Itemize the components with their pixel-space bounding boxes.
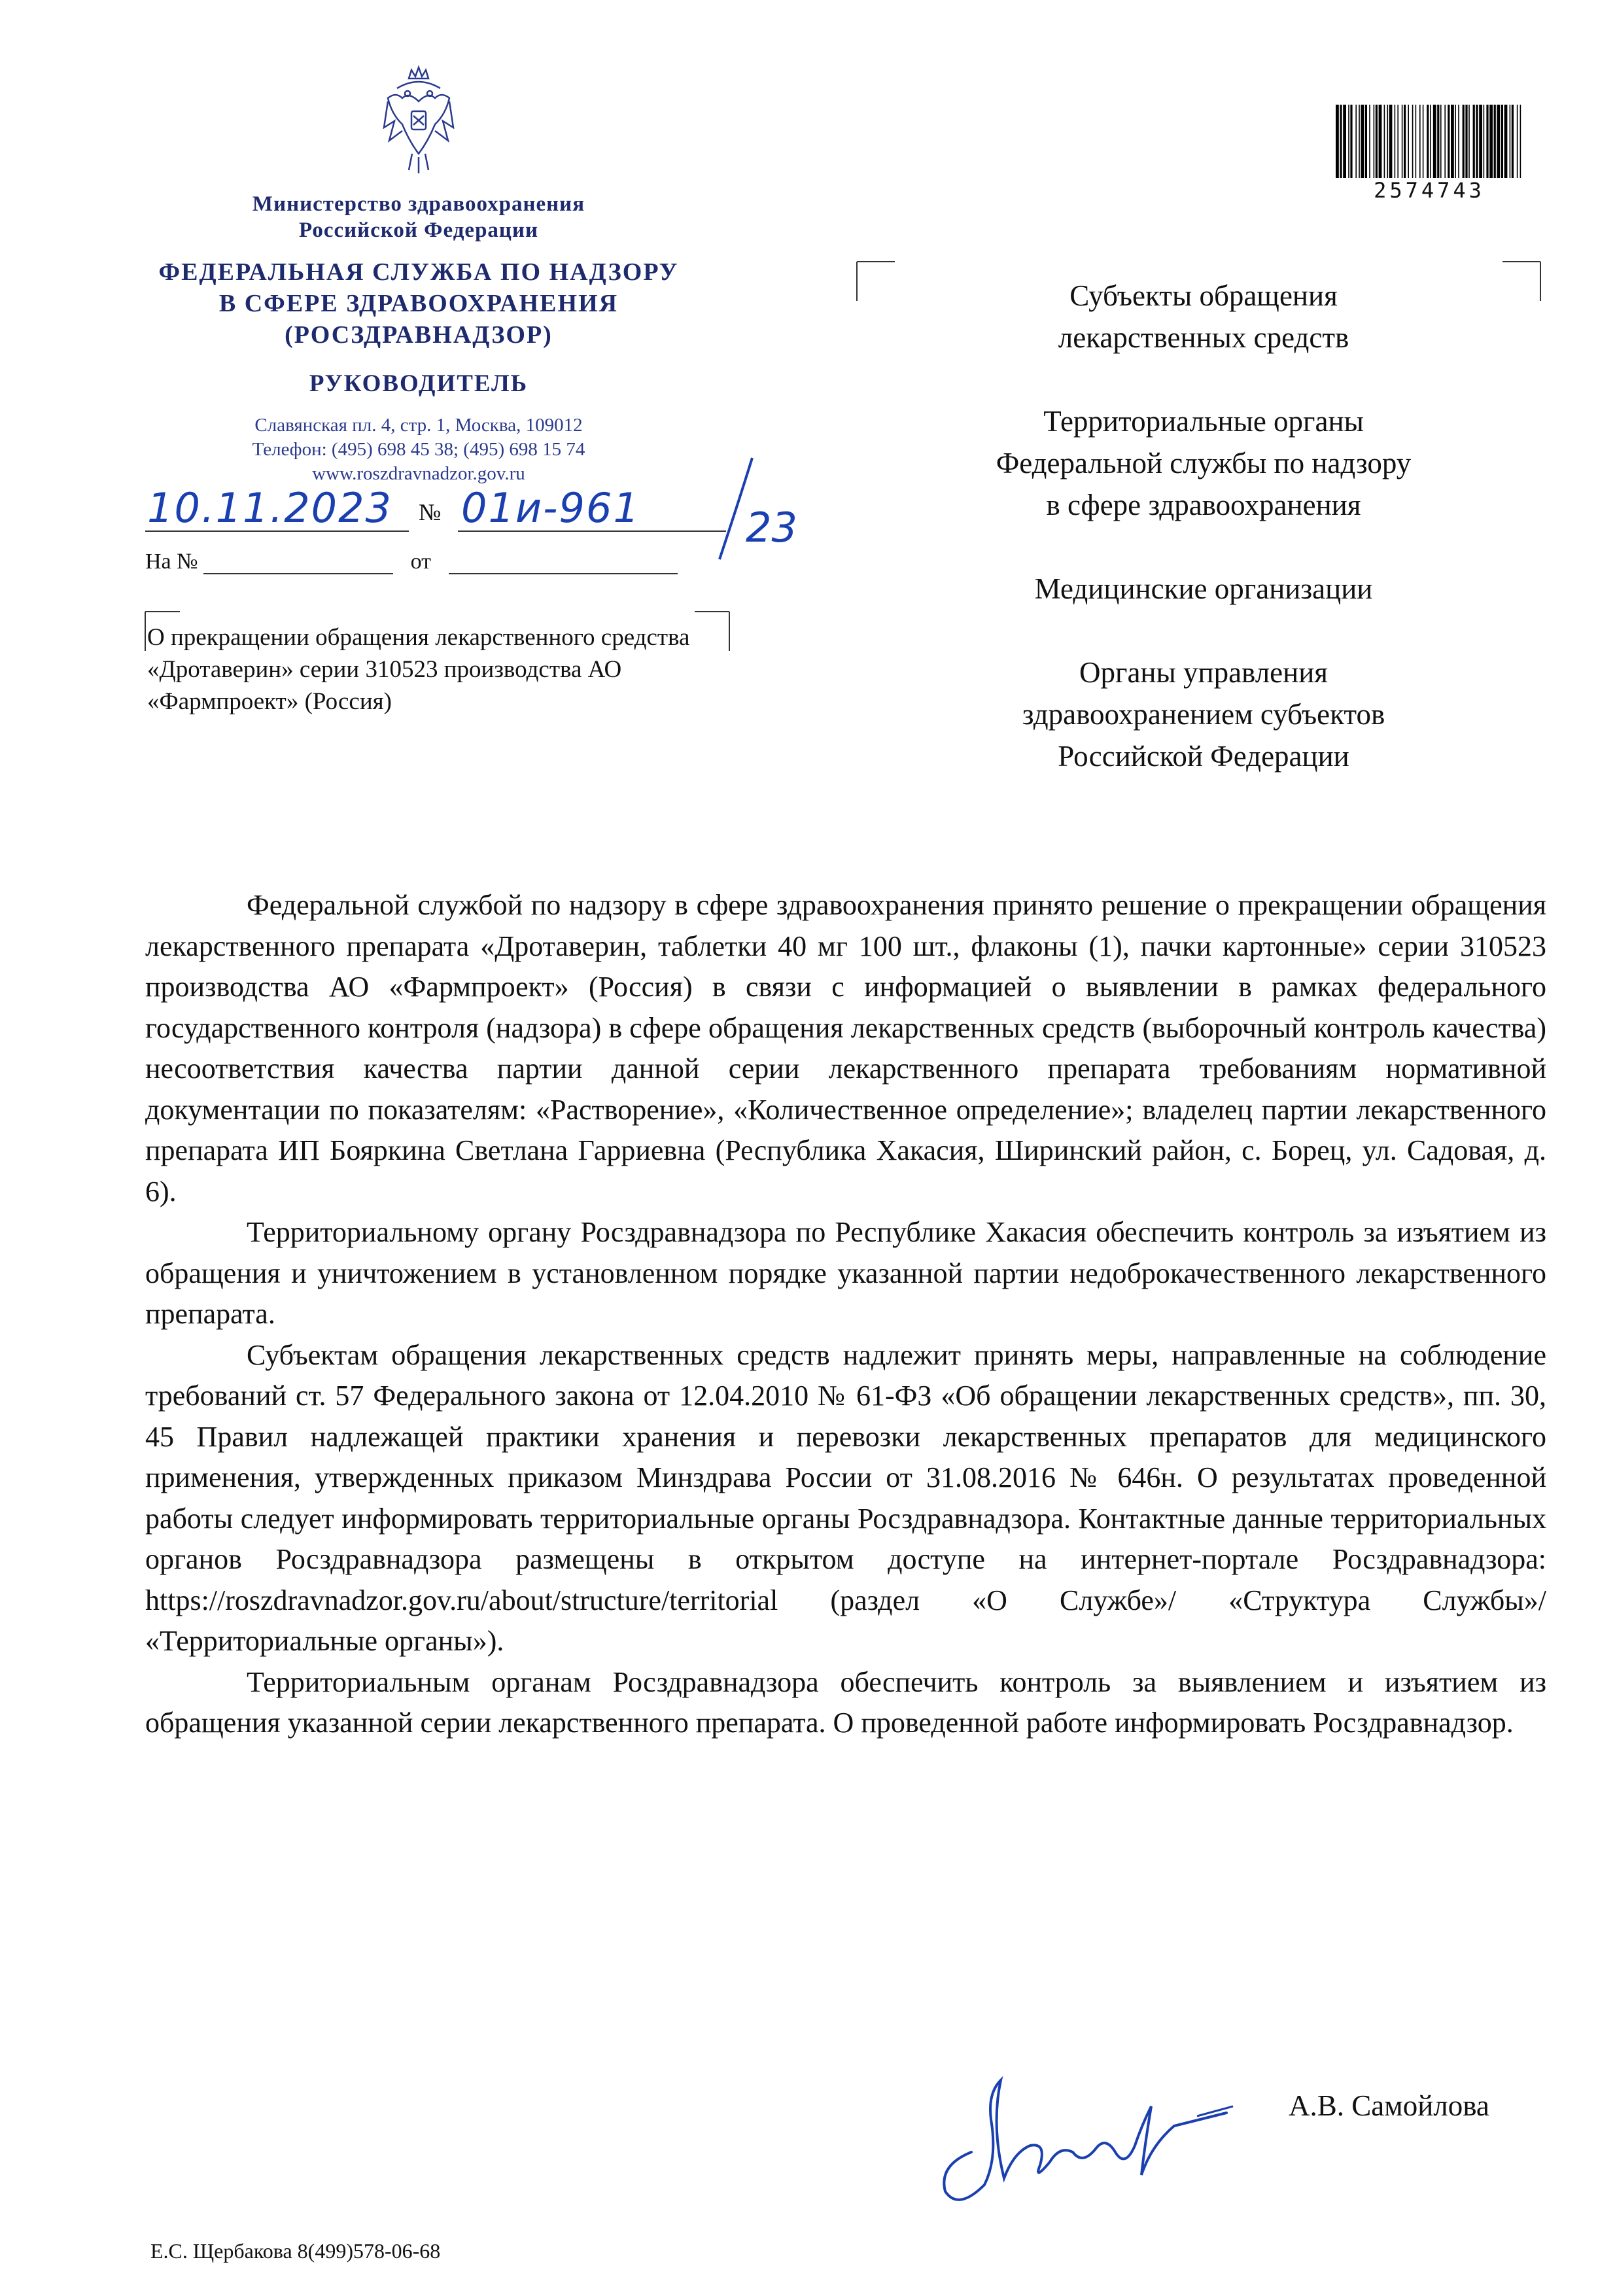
addressee-corner-left bbox=[857, 262, 895, 301]
barcode-bar bbox=[1479, 105, 1482, 178]
barcode-bar bbox=[1448, 105, 1450, 178]
addressee-block bbox=[903, 275, 1504, 819]
barcode-bar bbox=[1343, 105, 1346, 178]
barcode-bar bbox=[1404, 105, 1406, 178]
barcode-bar bbox=[1512, 105, 1514, 178]
letter-body bbox=[145, 885, 1546, 1744]
addressee-item: Органы управления здравоохранением субъектов Российской Федерации bbox=[1022, 656, 1385, 773]
body-paragraph: Территориальному органу Росздравнадзора по Республике Хакасия обеспечить контроль за изъятием из обращения и уничтожением в установленном порядке указанной партии недоброкачественного лекарственного препарата. bbox=[145, 1216, 1546, 1330]
barcode-bar bbox=[1336, 105, 1339, 178]
agency-name: ФЕДЕРАЛЬНАЯ СЛУЖБА ПО НАДЗОРУ В СФЕРЕ ЗДРАВООХРАНЕНИЯ (РОСЗДРАВНАДЗОР) bbox=[158, 258, 679, 349]
handwritten-signature bbox=[926, 2054, 1246, 2218]
registration-number: 01и-961 bbox=[461, 484, 640, 532]
barcode-bar bbox=[1412, 105, 1414, 178]
barcode-bar bbox=[1433, 105, 1436, 178]
barcode-bar bbox=[1430, 105, 1431, 178]
barcode-bar bbox=[1494, 105, 1496, 178]
barcode-bar bbox=[1455, 105, 1456, 178]
barcode-bar bbox=[1489, 105, 1493, 178]
barcode-bar bbox=[1359, 105, 1360, 178]
barcode-bar bbox=[1501, 105, 1503, 178]
registration-date: 10.11.2023 bbox=[147, 484, 392, 532]
barcode-bar bbox=[1476, 105, 1478, 178]
barcode-bar bbox=[1451, 105, 1454, 178]
ref-date-blank bbox=[449, 553, 678, 574]
barcode-bar bbox=[1402, 105, 1403, 178]
barcode-bar bbox=[1437, 105, 1439, 178]
ref-from: от bbox=[410, 549, 432, 574]
number-sign: № bbox=[419, 499, 442, 525]
barcode-bar bbox=[1465, 105, 1467, 178]
barcode-bar bbox=[1484, 105, 1485, 178]
barcode-bar bbox=[1423, 105, 1424, 178]
barcode-bar bbox=[1510, 105, 1511, 178]
barcode-bar bbox=[1497, 105, 1500, 178]
barcode-bar bbox=[1468, 105, 1470, 178]
barcode-bar bbox=[1504, 105, 1508, 178]
addressee-item: Субъекты обращения лекарственных средств bbox=[1058, 279, 1349, 354]
barcode-bar bbox=[1374, 105, 1375, 178]
reference-line bbox=[145, 549, 678, 574]
barcode-bar bbox=[1384, 105, 1385, 178]
barcode-bar bbox=[1444, 105, 1446, 178]
barcode bbox=[1334, 105, 1524, 180]
barcode-bar bbox=[1348, 105, 1349, 178]
sender-address: Славянская пл. 4, стр. 1, Москва, 109012 Телефон: (495) 698 45 38; (495) 698 15 74 www.roszdravnadzor.gov.ru bbox=[252, 415, 585, 484]
barcode-bar bbox=[1486, 105, 1488, 178]
barcode-bar bbox=[1350, 105, 1352, 178]
body-paragraph: Территориальным органам Росздравнадзора обеспечить контроль за выявлением и изъятием из обращения указанной серии лекарственного препарата. О проведенной работе информировать Росздравнадзор. bbox=[145, 1665, 1546, 1739]
registration-year: 23 bbox=[746, 504, 797, 551]
addressee-item: Территориальные органы Федеральной службы по надзору в сфере здравоохранения bbox=[996, 405, 1412, 521]
body-paragraph: Субъектам обращения лекарственных средств надлежит принять меры, направленные на соблюдение требований ст. 57 Федерального закона от 12.04.2010 № 61-ФЗ «Об обращении лекарственных средств», пп. 30, 45 Правил надлежащей практики хранения и перевозки лекарственных препаратов для медицинского применения, утвержденных приказом Минздрава России от 31.08.2016 № 646н. О результатах проведенной работы следует информировать территориальные органы Росздравнадзора. Контактные данные территориальных органов Росздравнадзора размещены в открытом доступе на интернет-портале Росздравнадзора: https://roszdravnadzor.gov.ru/about/structure/territorial (раздел «О Службе»/ «Структура Службы»/ «Территориальные органы»). bbox=[145, 1338, 1546, 1657]
barcode-bar bbox=[1458, 105, 1459, 178]
sender-role: РУКОВОДИТЕЛЬ bbox=[309, 370, 529, 397]
barcode-bar bbox=[1408, 105, 1409, 178]
barcode-bar bbox=[1361, 105, 1364, 178]
addressee-item: Медицинские организации bbox=[1034, 572, 1373, 605]
barcode-bar bbox=[1415, 105, 1417, 178]
barcode-bar bbox=[1397, 105, 1398, 178]
executor-contact: Е.С. Щербакова 8(499)578-06-68 bbox=[150, 2239, 441, 2263]
barcode-bar bbox=[1517, 105, 1518, 178]
barcode-bar bbox=[1365, 105, 1367, 178]
barcode-bar bbox=[1340, 105, 1342, 178]
barcode-bar bbox=[1440, 105, 1442, 178]
barcode-bar bbox=[1389, 105, 1393, 178]
barcode-number: 2574743 bbox=[1374, 178, 1485, 203]
signer-name: А.В. Самойлова bbox=[1289, 2089, 1489, 2122]
barcode-bar bbox=[1355, 105, 1357, 178]
coat-of-arms-icon bbox=[383, 62, 455, 177]
body-paragraph: Федеральной службой по надзору в сфере здравоохранения принято решение о прекращении обращения лекарственного препарата «Дротаверин, таблетки 40 мг 100 шт., флаконы (1), пачки картонные» серии 310523 производства АО «Фармпроект» (Россия) в связи с информацией о выявлении в рамках федерального государственного контроля (надзора) в сфере обращения лекарственных средств (выборочный контроль качества) несоответствия качества партии данной серии лекарственного препарата требованиям нормативной документации по показателям: «Растворение», «Количественное определение»; владелец партии лекарственного препарата ИП Бояркина Светлана Гарриевна (Республика Хакасия, Ширинский район, с. Борец, ул. Садовая, д. 6). bbox=[145, 889, 1546, 1208]
barcode-bar bbox=[1369, 105, 1370, 178]
barcode-bar bbox=[1473, 105, 1475, 178]
barcode-bar bbox=[1419, 105, 1421, 178]
barcode-bar bbox=[1520, 105, 1521, 178]
barcode-bar bbox=[1463, 105, 1465, 178]
barcode-bar bbox=[1395, 105, 1396, 178]
barcode-bar bbox=[1379, 105, 1382, 178]
barcode-bar bbox=[1376, 105, 1378, 178]
letter-subject: О прекращении обращения лекарственного средства «Дротаверин» серии 310523 производства АО «Фармпроект» (Россия) bbox=[147, 624, 690, 715]
ministry-name: Министерство здравоохранения Российской Федерации bbox=[252, 192, 585, 242]
addressee-corner-right bbox=[1502, 262, 1540, 301]
barcode-bar bbox=[1427, 105, 1429, 178]
barcode-bar bbox=[1387, 105, 1388, 178]
ref-number-blank bbox=[203, 553, 393, 574]
ref-prefix: На № bbox=[145, 549, 198, 574]
